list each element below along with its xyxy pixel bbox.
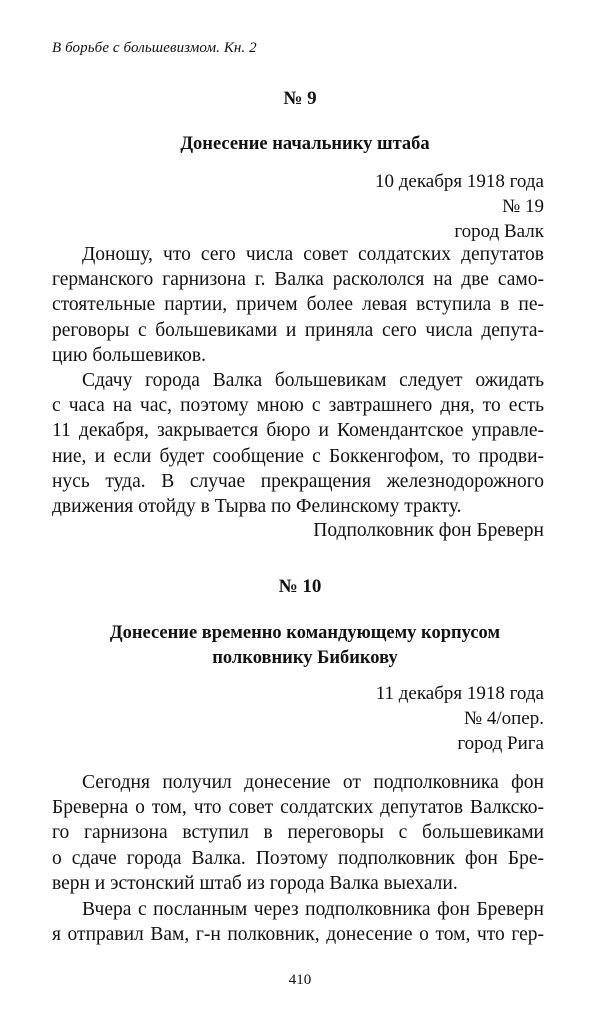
doc10-paragraph-1	[52, 770, 544, 896]
text-line: цию большевиков.	[52, 344, 206, 366]
doc9-number: № 9	[283, 88, 317, 109]
doc10-date: 11 декабря 1918 года	[375, 683, 544, 704]
text-line: Бреверна о том, что совет солдатских депутатов Валкско-	[52, 797, 544, 819]
text-line: Сдачу города Валка большевикам следует ожидать	[82, 370, 544, 391]
doc9-signature: Подполковник фон Бреверн	[313, 520, 544, 541]
text-line: о сдаче города Валка. Поэтому подполковник фон Бре-	[52, 847, 544, 869]
text-line: го гарнизона вступил в переговоры с большевиками	[52, 822, 544, 844]
doc9-paragraph-2	[52, 368, 544, 519]
doc9-meta	[375, 169, 544, 244]
doc9-title: Донесение начальнику штаба	[180, 134, 430, 154]
running-header: В борьбе с большевизмом. Кн. 2	[52, 40, 257, 56]
doc10-number: № 10	[278, 576, 322, 597]
text-line: стоятельные партии, причем более левая вступила в пе-	[52, 294, 544, 316]
text-line: верн и эстонский штаб из города Валка выехали.	[52, 872, 458, 894]
text-line: Вчера с посланным через подполковника фон Бреверн	[82, 899, 544, 920]
text-line: 11 декабря, закрывается бюро и Комендантское управле-	[52, 420, 544, 442]
doc9-ref: № 19	[502, 196, 544, 217]
text-line: нусь туда. В случае прекращения железнодорожного	[52, 470, 544, 492]
doc10-paragraph-2	[52, 897, 544, 947]
doc9-paragraph-1	[52, 242, 544, 368]
doc10-title-line: Донесение временно командующему корпусом	[109, 623, 501, 643]
text-line: ние, и если будет сообщение с Боккенгофом, то продви-	[52, 445, 544, 467]
doc9-date: 10 декабря 1918 года	[374, 171, 544, 192]
text-line: движения отойду в Тырва по Фелинскому тракту.	[52, 495, 462, 517]
text-line: реговоры с большевиками и приняла сего числа депута-	[52, 319, 544, 341]
text-line: Доношу, что сего числа совет солдатских депутатов	[82, 244, 544, 265]
text-line: германского гарнизона г. Валка раскололся на две само-	[52, 269, 544, 291]
text-line: с часа на час, поэтому мною с завтрашнего дня, то есть	[52, 395, 544, 417]
doc10-title-line: полковнику Бибикову	[212, 648, 398, 668]
text-line: я отправил Вам, г-н полковник, донесение о том, что гер-	[52, 924, 544, 946]
doc9-place: город Валк	[454, 221, 544, 242]
text-line: Сегодня получил донесение от подполковника фон	[82, 772, 544, 793]
doc10-place: город Рига	[457, 733, 544, 754]
doc10-meta	[376, 681, 544, 756]
doc10-title	[60, 621, 550, 671]
doc10-ref: № 4/опер.	[463, 708, 544, 729]
page-number: 410	[288, 972, 312, 988]
